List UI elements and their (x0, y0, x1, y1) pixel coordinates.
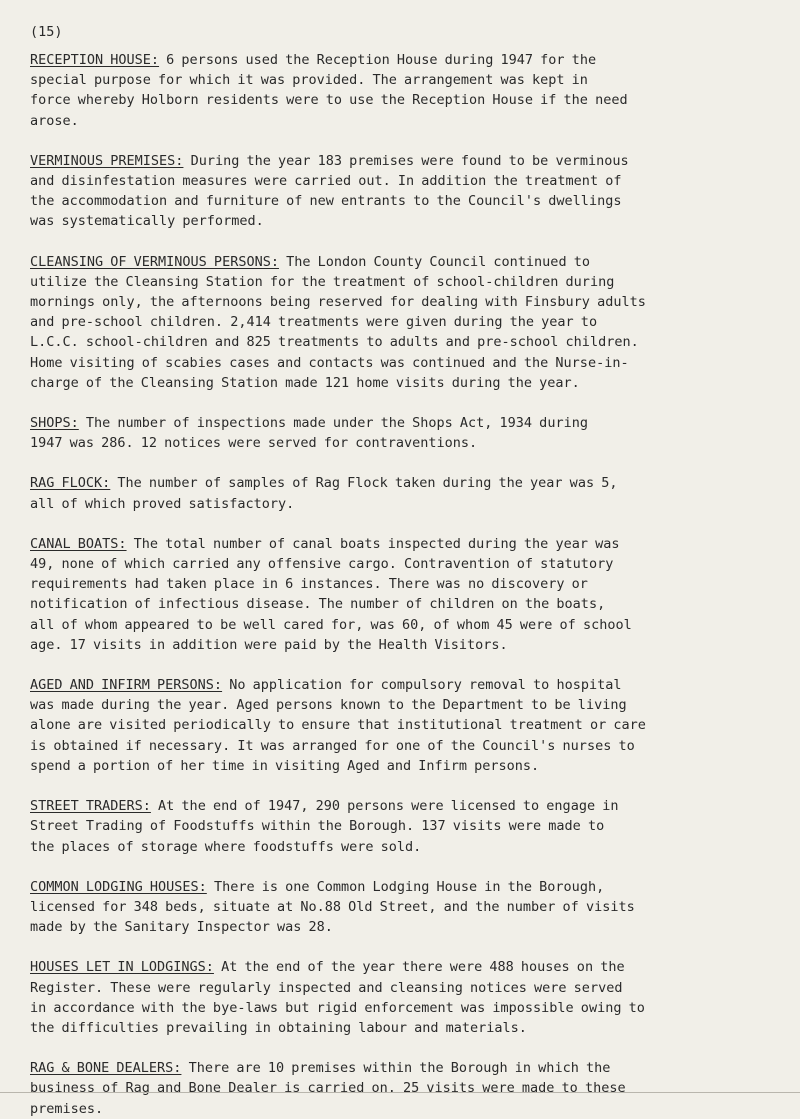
section-heading: RAG FLOCK: (30, 475, 111, 492)
section-body: 6 persons used the Reception House during 1947 for the special purpose for which it was provided. The arrangement was kept in force whereby Holborn residents were to use the Reception House if the need arose. (30, 52, 628, 129)
section-body: At the end of 1947, 290 persons were licensed to engage in Street Trading of Foodstuffs within the Borough. 137 visits were made to the places of storage where foodstuffs were sold. (30, 798, 619, 855)
section-body: No application for compulsory removal to hospital was made during the year. Aged persons known to the Department to be living alone are visited periodically to ensure that institutional treatment or care is obtained if necessary. It was arranged for one of the Council's nurses to spend a portion of her time in visiting Aged and Infirm persons. (30, 677, 646, 774)
section-body: At the end of the year there were 488 houses on the Register. These were regularly inspected and cleansing notices were served in accordance with the bye-laws but rigid enforcement was impossible owing to the difficulties prevailing in obtaining labour and materials. (30, 959, 645, 1036)
section-heading: STREET TRADERS: (30, 798, 151, 815)
section-body: The number of samples of Rag Flock taken during the year was 5, all of which proved satisfactory. (30, 475, 618, 512)
page-bottom-rule (0, 1092, 800, 1093)
section-verminous-premises (30, 151, 778, 232)
section-canal-boats (30, 534, 778, 655)
section-heading: RECEPTION HOUSE: (30, 52, 160, 68)
section-shops (30, 413, 778, 453)
section-body: The number of inspections made under the Shops Act, 1934 during 1947 was 286. 12 notices were served for contraventions. (30, 415, 588, 452)
section-rag-flock (30, 473, 778, 513)
section-heading: HOUSES LET IN LODGINGS: (30, 959, 214, 976)
section-street-traders (30, 796, 778, 857)
section-body: During the year 183 premises were found to be verminous and disinfestation measures were carried out. In addition the treatment of the accommodation and furniture of new entrants to the Council's dwellings was systematically performed. (30, 152, 629, 230)
section-aged-and-infirm-persons (30, 675, 778, 776)
section-heading: RAG & BONE DEALERS: (30, 1060, 182, 1077)
page-number: (15) (30, 24, 63, 40)
section-heading: AGED AND INFIRM PERSONS: (30, 677, 223, 694)
section-body: The London County Council continued to utilize the Cleansing Station for the treatment of school-children during mornings only, the afternoons being reserved for dealing with Finsbury adults and pre-school children. 2,414 treatments were given during the year to L.C.C. school-children and 825 treatments to adults and pre-school children. Home visiting of scabies cases and contacts was continued and the Nurse-in- charge of the Cleansing Station made 121 home visits during the year. (30, 253, 646, 391)
section-heading: CANAL BOATS: (30, 535, 127, 552)
section-reception-house (30, 50, 778, 131)
section-houses-let-in-lodgings (30, 957, 778, 1038)
section-body: There is one Common Lodging House in the Borough, licensed for 348 beds, situate at No.88 Old Street, and the number of visits made by the Sanitary Inspector was 28. (30, 878, 635, 936)
section-body: There are 10 premises within the Borough in which the business of Rag and Bone Dealer is carried on. 25 visits were made to these premises. (30, 1060, 626, 1117)
section-heading: SHOPS: (30, 415, 79, 432)
section-rag-and-bone-dealers (30, 1058, 778, 1119)
section-heading: COMMON LODGING HOUSES: (30, 878, 207, 895)
section-common-lodging-houses (30, 877, 778, 938)
section-cleansing-of-verminous-persons (30, 252, 778, 393)
section-heading: VERMINOUS PREMISES: (30, 152, 184, 169)
section-heading: CLEANSING OF VERMINOUS PERSONS: (30, 253, 279, 270)
section-body: The total number of canal boats inspected during the year was 49, none of which carried any offensive cargo. Contravention of statutory requirements had taken place in 6 instances. There was no discovery or notification of infectious disease. The number of children on the boats, all of whom appeared to be well cared for, was 60, of whom 45 were of school age. 17 visits in addition were paid by the Health Visitors. (30, 535, 632, 653)
